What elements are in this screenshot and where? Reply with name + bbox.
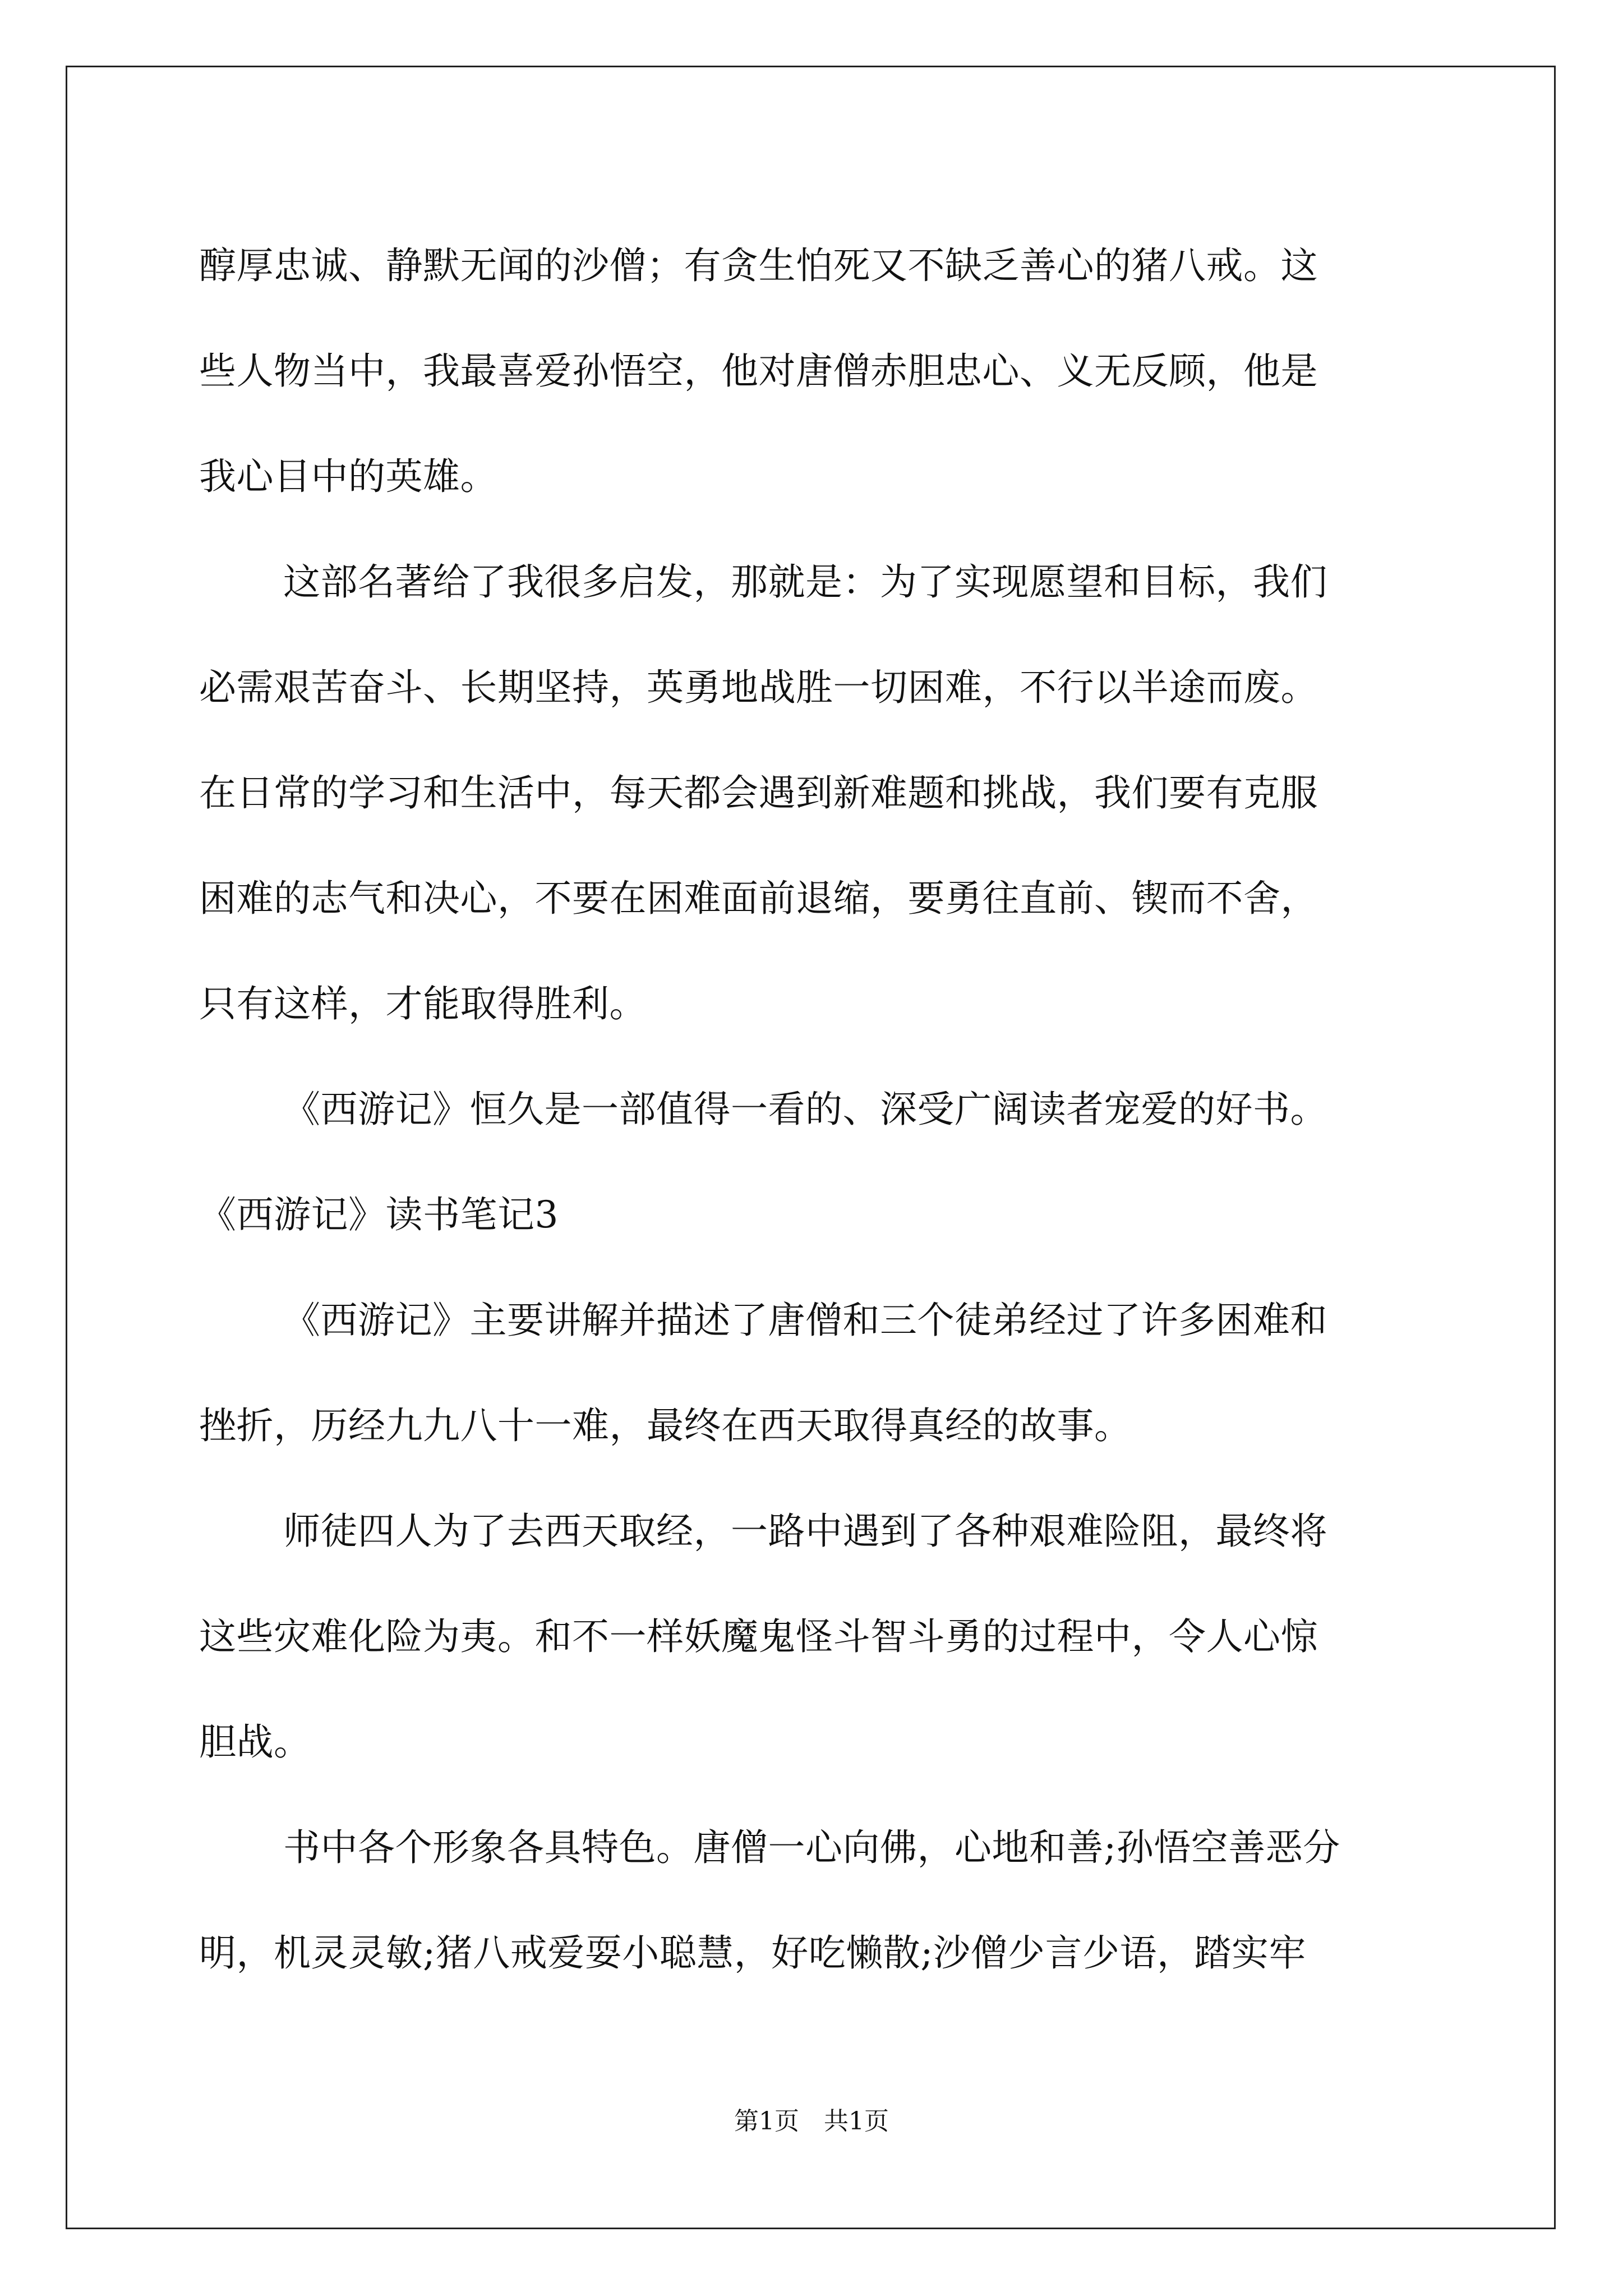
text-line: 必需艰苦奋斗、长期坚持，英勇地战胜一切困难，不行以半途而废。 (199, 666, 1318, 709)
text-line: 这些灾难化险为夷。和不一样妖魔鬼怪斗智斗勇的过程中，令人心惊 (199, 1615, 1318, 1658)
section-heading: 《西游记》读书笔记3 (199, 1193, 559, 1236)
page-footer: 第1页 共1页 (734, 2107, 889, 2136)
paragraph-start: 这部名著给了我很多启发，那就是：为了实现愿望和目标，我们 (283, 560, 1327, 604)
text-line: 在日常的学习和生活中，每天都会遇到新难题和挑战，我们要有克服 (199, 771, 1318, 815)
text-line: 些人物当中，我最喜爱孙悟空，他对唐僧赤胆忠心、义无反顾，他是 (199, 349, 1318, 393)
text-line: 我心目中的英雄。 (199, 455, 497, 498)
paragraph-start: 《西游记》主要讲解并描述了唐僧和三个徒弟经过了许多困难和 (283, 1299, 1327, 1342)
text-line: 醇厚忠诚、静默无闻的沙僧；有贪生怕死又不缺乏善心的猪八戒。这 (199, 244, 1318, 287)
text-line: 困难的志气和决心，不要在困难面前退缩，要勇往直前、锲而不舍， (199, 877, 1318, 920)
text-line: 明，机灵灵敏;猪八戒爱耍小聪慧，好吃懒散;沙僧少言少语，踏实牢 (199, 1931, 1306, 1975)
document-body (199, 213, 1433, 2006)
text-line: 胆战。 (199, 1720, 311, 1764)
paragraph-start: 书中各个形象各具特色。唐僧一心向佛，心地和善;孙悟空善恶分 (283, 1826, 1340, 1869)
paragraph-start: 《西游记》恒久是一部值得一看的、深受广阔读者宠爱的好书。 (283, 1088, 1327, 1131)
text-line: 只有这样，才能取得胜利。 (199, 982, 647, 1025)
text-line: 挫折，历经九九八十一难，最终在西天取得真经的故事。 (199, 1404, 1132, 1447)
paragraph-start: 师徒四人为了去西天取经，一路中遇到了各种艰难险阻，最终将 (283, 1510, 1327, 1553)
